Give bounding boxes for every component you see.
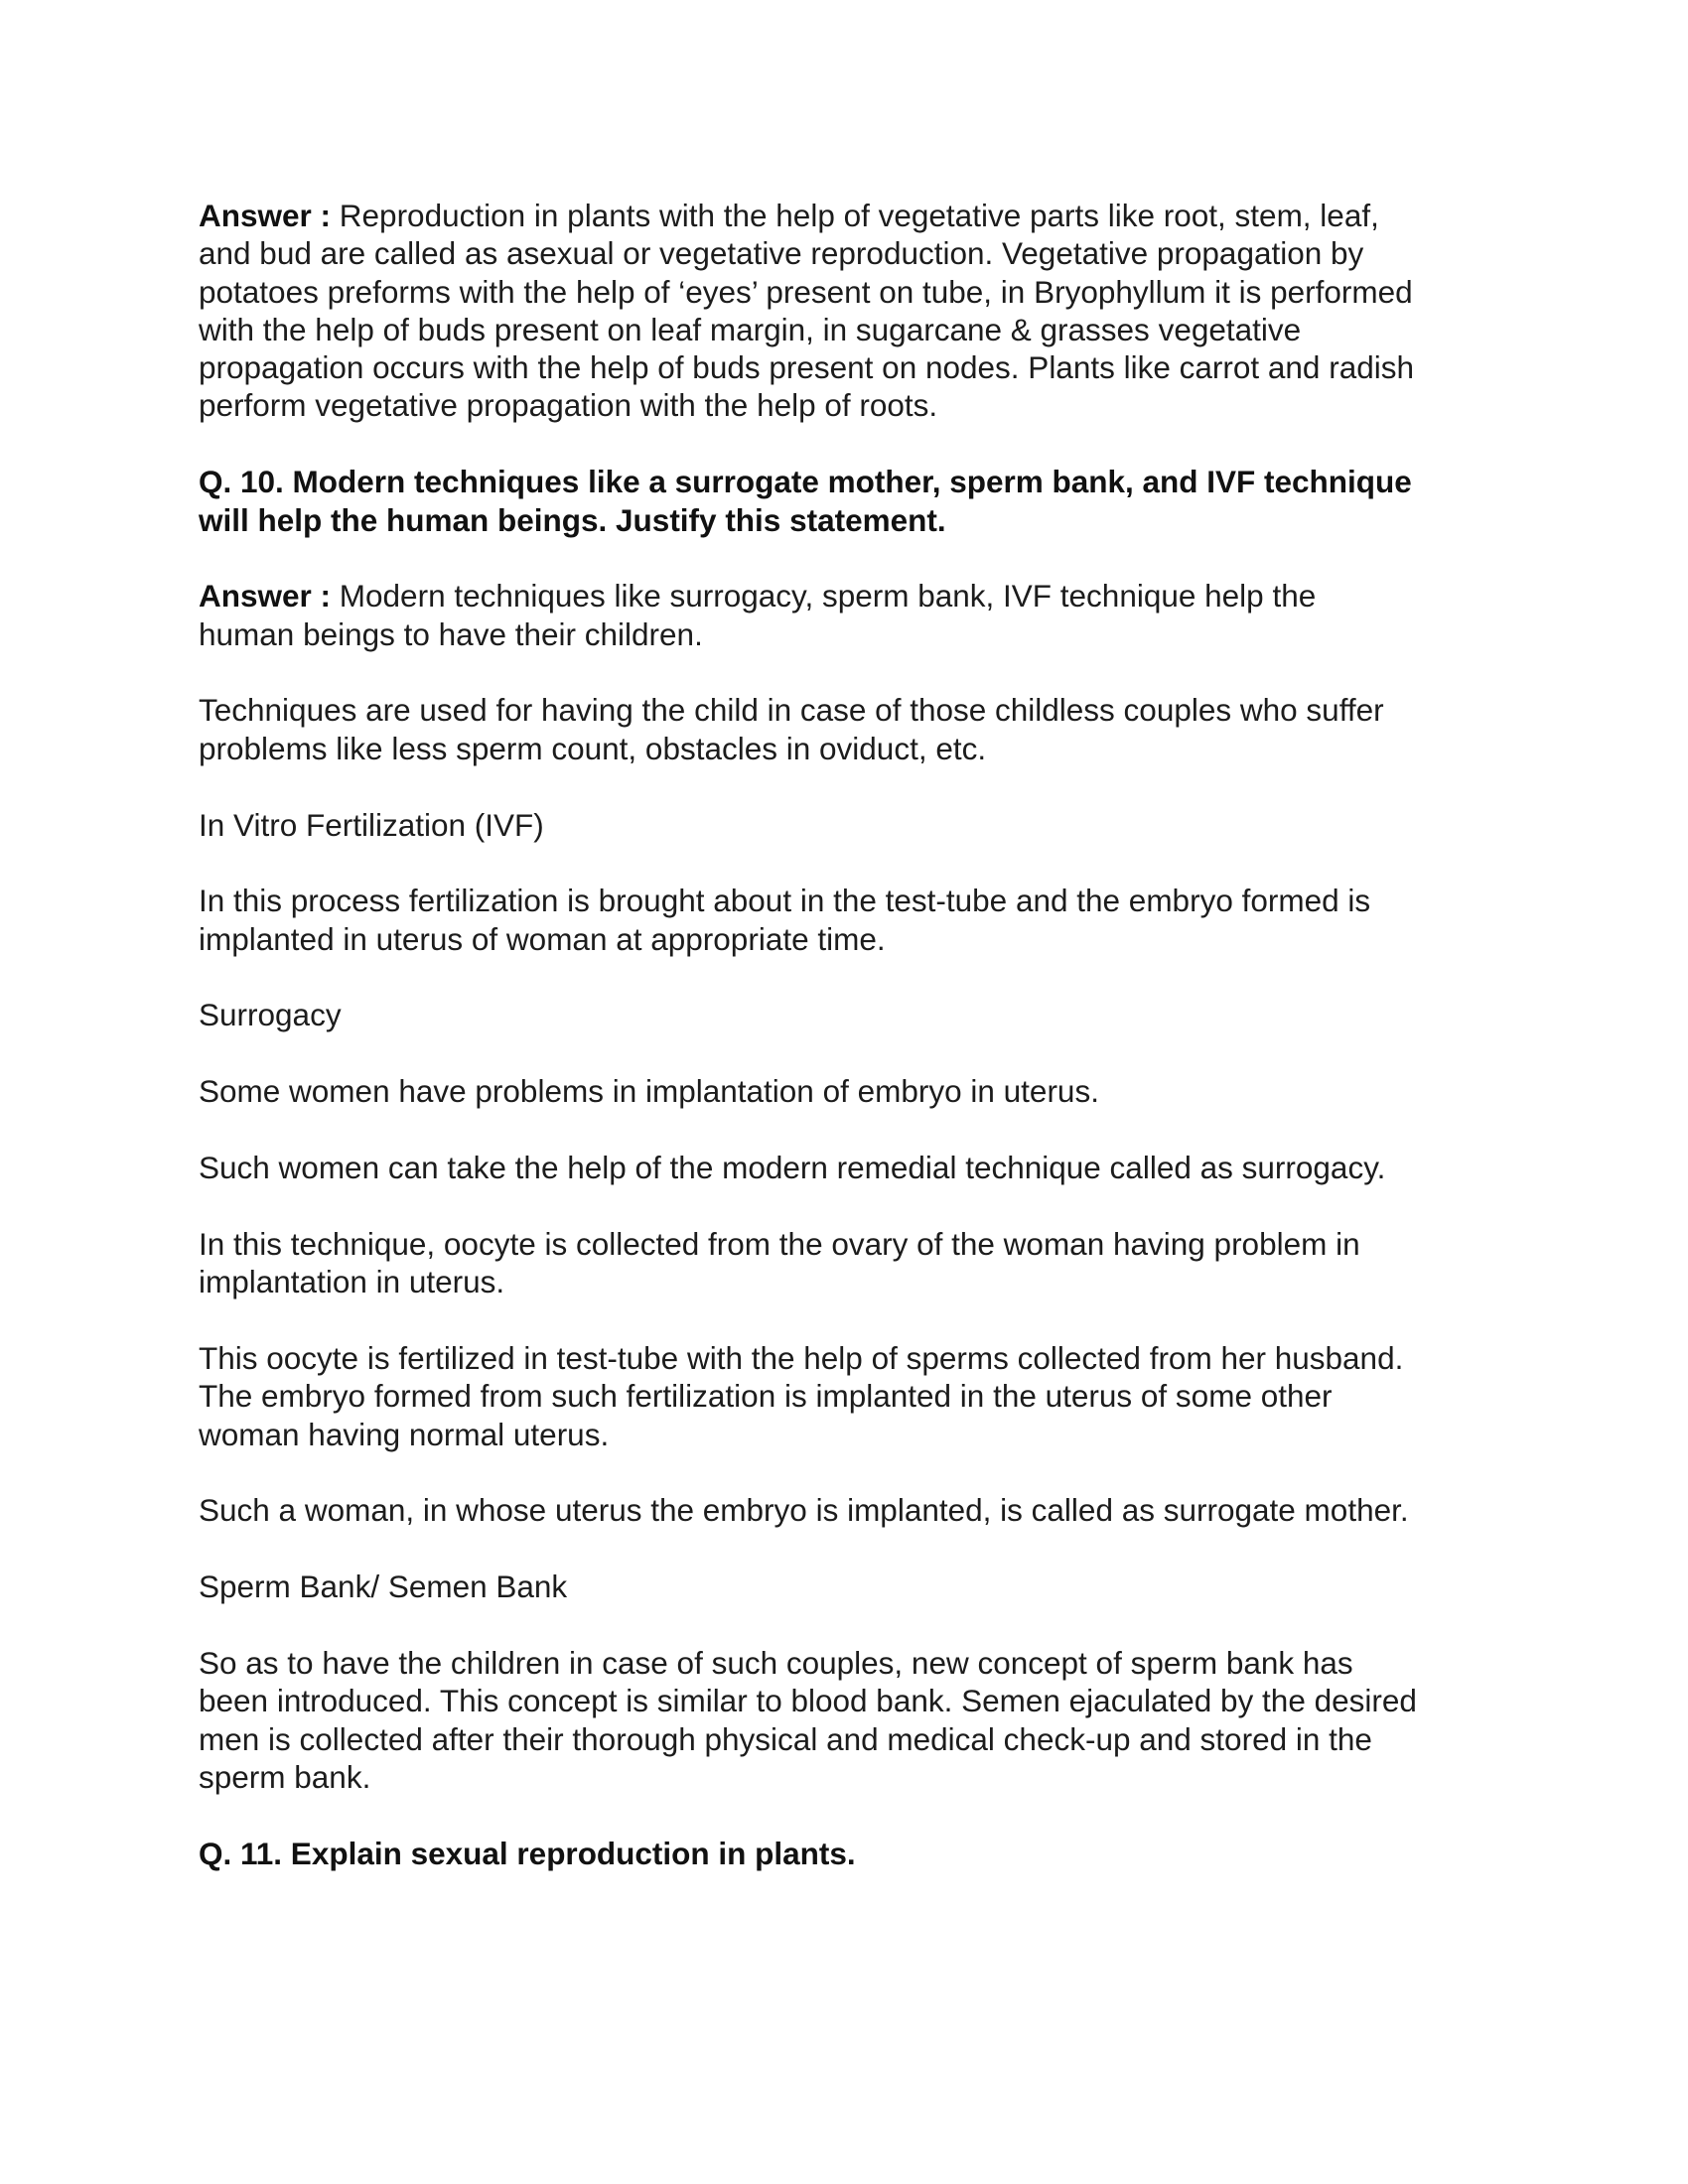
answer-text: Reproduction in plants with the help of vegetative parts like root, stem, leaf, and bud are called as asexual or vegetative reproduction. Vegetative propagation by potatoes preforms with the help of ‘eyes’ present on tube, in Bryophyllum it is performed with the help of buds present on leaf margin, in sugarcane & grasses vegetative propagation occurs with the help of buds present on nodes. Plants like carrot and radish perform vegetative propagation with the help of roots. — [199, 198, 1414, 424]
section-label-ivf: In Vitro Fertilization (IVF) — [199, 806, 544, 843]
body-paragraph: Such women can take the help of the modern remedial technique called as surrogacy. — [199, 1150, 1386, 1186]
body-paragraph: In this technique, oocyte is collected from the ovary of the woman having problem in implantation in uterus. — [199, 1225, 1360, 1300]
body-paragraph: In this process fertilization is brought about in the test-tube and the embryo formed is implanted in uterus of woman at appropriate time. — [199, 883, 1371, 957]
body-paragraph: So as to have the children in case of such couples, new concept of sperm bank has been introduced. This concept is similar to blood bank. Semen ejaculated by the desired men is collected after their thorough physical and medical check-up and stored in the sperm bank. — [199, 1644, 1417, 1795]
body-paragraph: Such a woman, in whose uterus the embryo is implanted, is called as surrogate mother. — [199, 1492, 1409, 1529]
section-label-sperm-bank: Sperm Bank/ Semen Bank — [199, 1569, 568, 1605]
section-label-surrogacy: Surrogacy — [199, 997, 342, 1033]
answer-label: Answer : — [199, 578, 332, 614]
question-heading: Q. 10. Modern techniques like a surrogate mother, sperm bank, and IVF technique will help the human beings. Justify this statement. — [199, 464, 1412, 538]
answer-paragraph — [199, 197, 1509, 425]
body-paragraph: Techniques are used for having the child in case of those childless couples who suffer problems like less sperm count, obstacles in oviduct, etc. — [199, 692, 1384, 766]
body-paragraph: This oocyte is fertilized in test-tube with the help of sperms collected from her husband. The embryo formed from such fertilization is implanted in the uterus of some other woman having normal uterus. — [199, 1339, 1404, 1452]
answer-text: Modern techniques like surrogacy, sperm bank, IVF technique help the human beings to have their children. — [199, 578, 1317, 652]
question-heading: Q. 11. Explain sexual reproduction in plants. — [199, 1835, 856, 1871]
body-paragraph: Some women have problems in implantation of embryo in uterus. — [199, 1073, 1099, 1110]
answer-paragraph — [199, 577, 1509, 653]
answer-label: Answer : — [199, 198, 332, 233]
document-page — [199, 197, 1509, 1910]
